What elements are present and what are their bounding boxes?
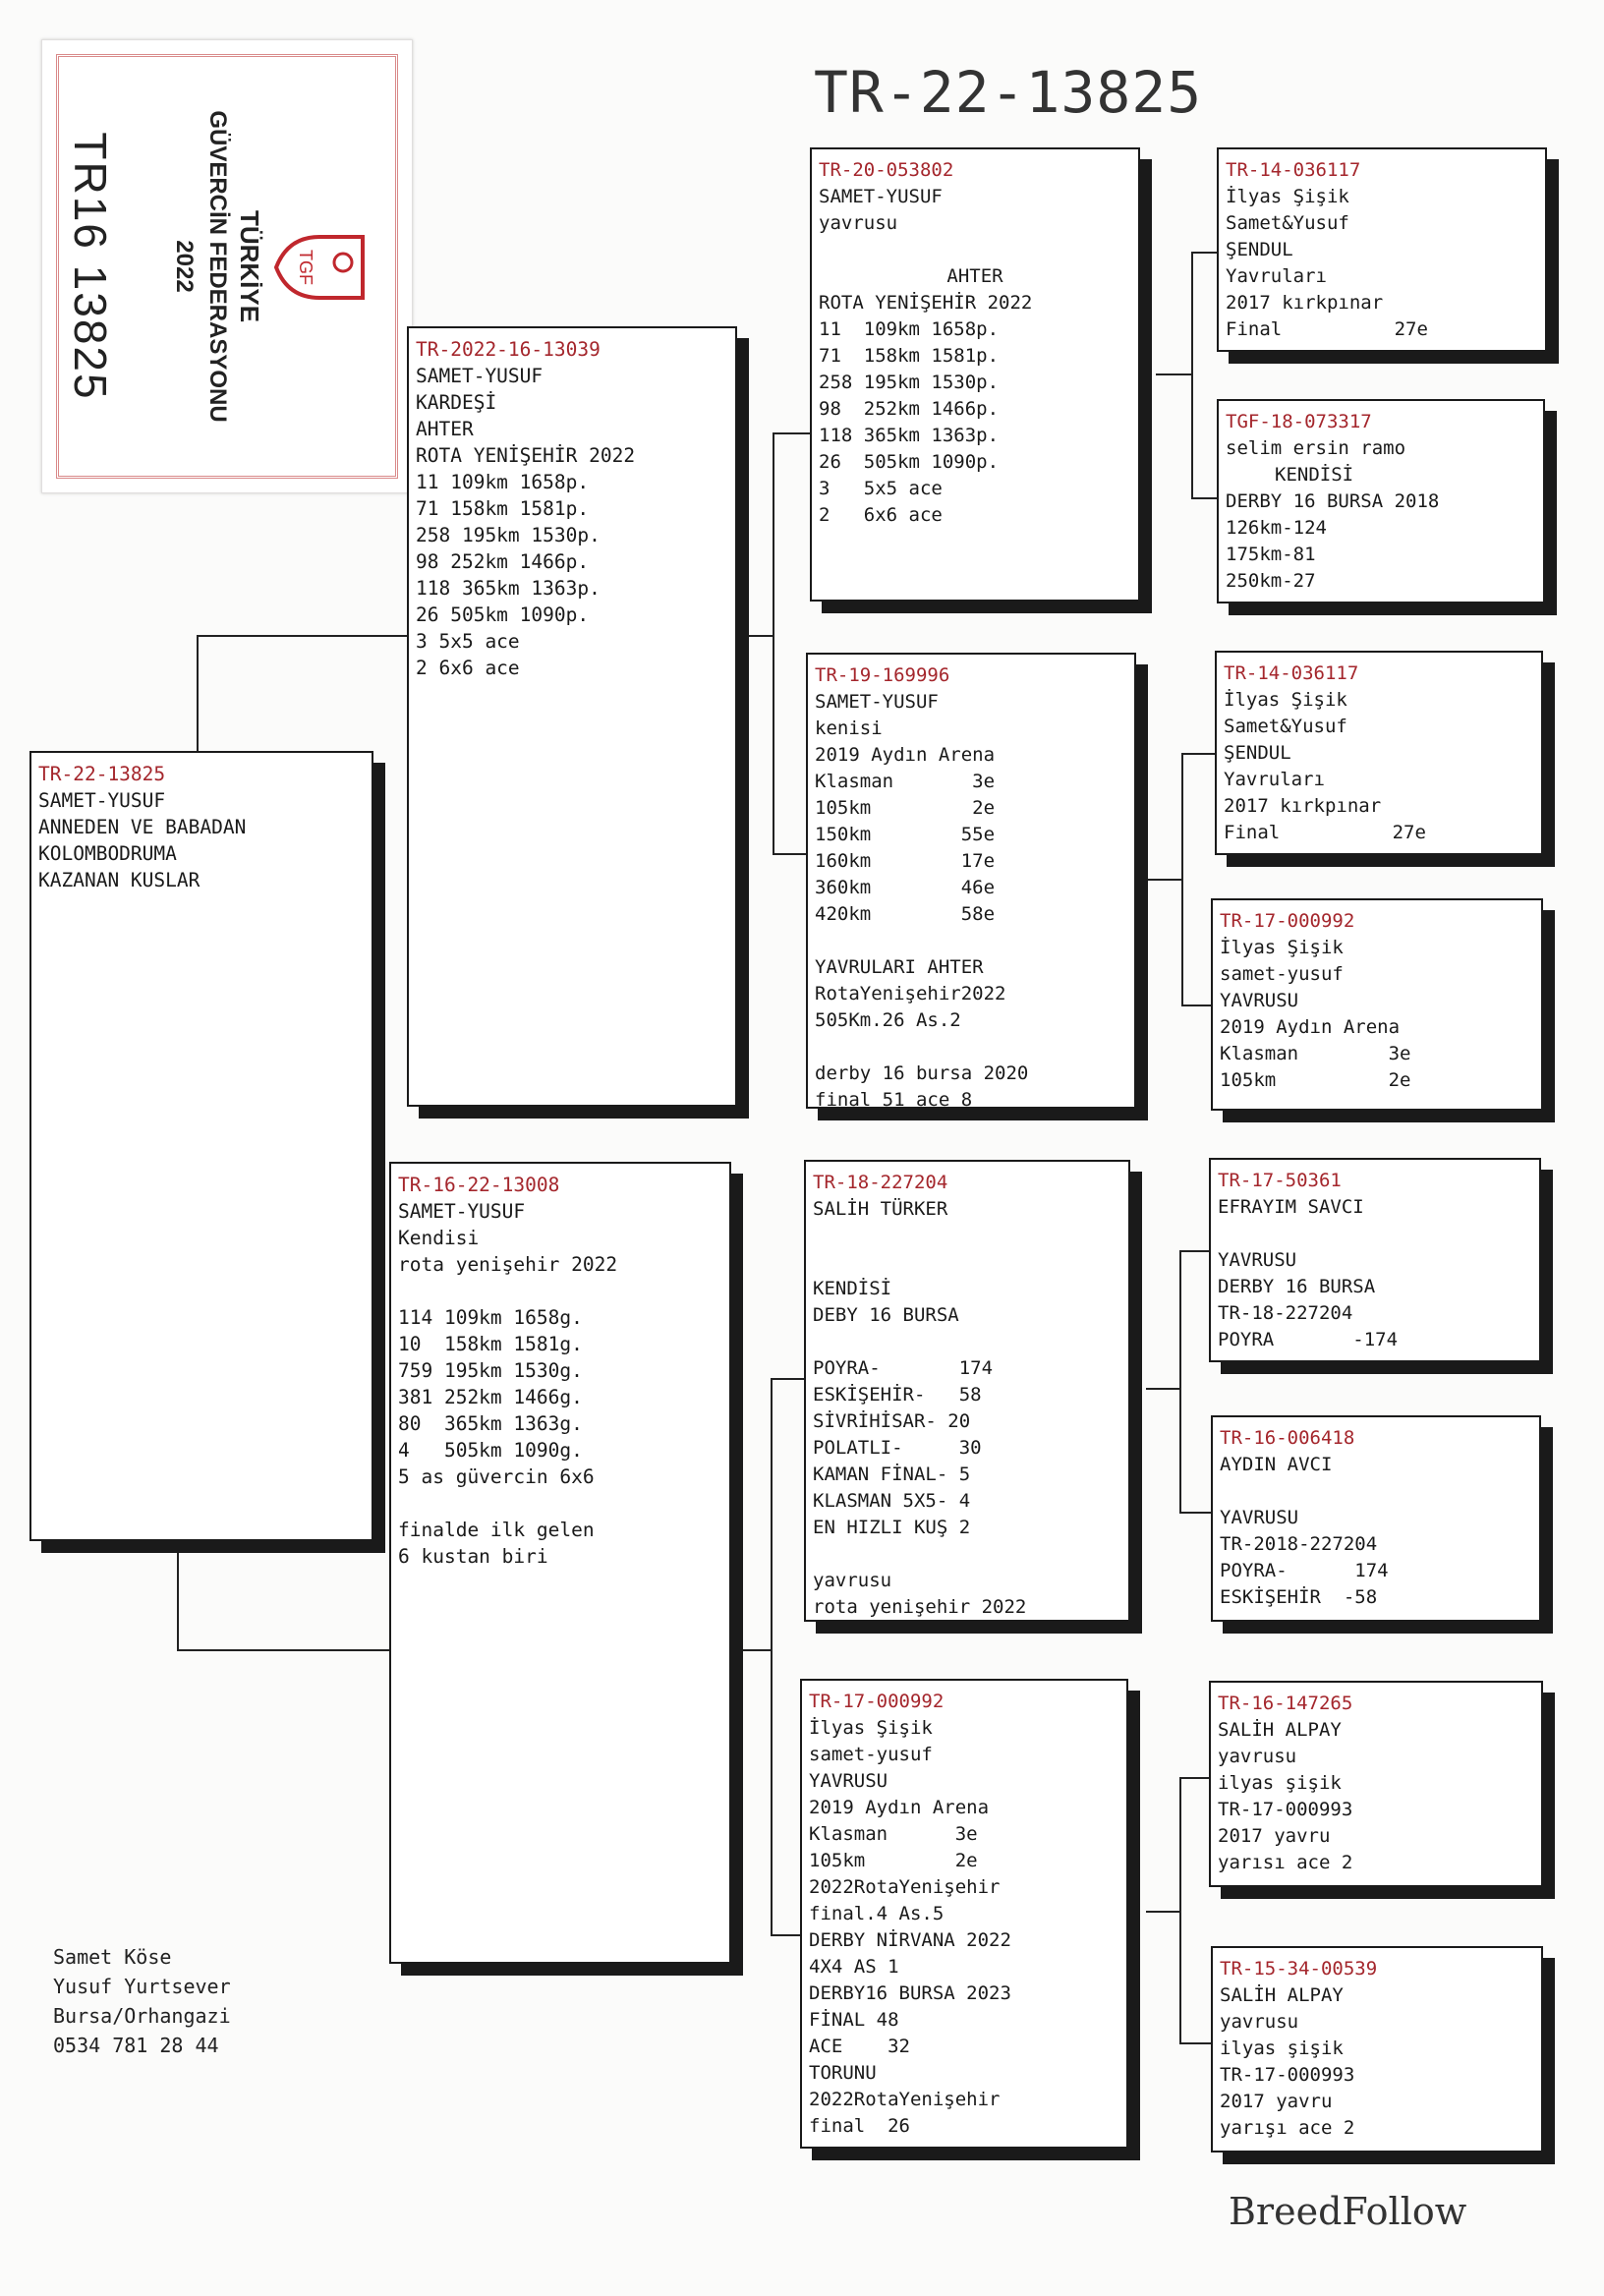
box-line: 126km-124 <box>1226 517 1327 539</box>
box-line <box>813 1541 1121 1568</box>
connector-line <box>1179 1777 1181 2044</box>
box-line: 80 365km 1363g. <box>398 1412 583 1435</box>
box-line: 4X4 AS 1 <box>809 1956 899 1978</box>
box-line: POYRA- 174 <box>813 1357 994 1379</box>
box-line: 118 365km 1363p. <box>416 577 601 600</box>
box-line: yarışı ace 2 <box>1220 2117 1355 2139</box>
connector-line <box>773 432 812 434</box>
pedigree-box-sire-dam <box>806 653 1136 1109</box>
box-line: ŞENDUL <box>1226 239 1293 260</box>
box-line: KARDEŞİ <box>416 391 497 414</box>
ring-number: TGF-18-073317 <box>1226 411 1372 432</box>
box-line: TR-17-000993 <box>1220 2064 1355 2086</box>
connector-line <box>773 432 774 855</box>
pedigree-box-dam-dam <box>800 1679 1128 2149</box>
federation-year: 2022 <box>171 240 198 293</box>
box-line: TORUNU <box>809 2062 877 2084</box>
box-line: 258 195km 1530p. <box>416 524 601 546</box>
federation-logo-text: TGF <box>296 250 315 285</box>
box-line: yavrusu <box>819 212 898 234</box>
page-title: TR-22-13825 <box>814 59 1203 126</box>
box-line: DERBY 16 BURSA <box>1218 1276 1376 1297</box>
connector-line <box>1156 373 1193 375</box>
box-line: YAVRUSU <box>1218 1249 1297 1271</box>
box-line: final 51 ace 8 <box>815 1089 973 1109</box>
card-content <box>42 40 412 492</box>
ring-number: TR-14-036117 <box>1226 159 1361 181</box>
federation-name-line1: TÜRKİYE <box>235 209 264 323</box>
connector-line <box>177 1549 179 1651</box>
connector-line <box>747 635 774 637</box>
box-line: samet-yusuf <box>809 1744 933 1765</box>
connector-line <box>771 1378 773 1936</box>
box-line <box>815 928 1127 954</box>
box-line: 118 365km 1363p. <box>819 425 1000 446</box>
box-line: 2019 Aydın Arena <box>815 744 996 766</box>
box-line: Klasman 3e <box>809 1823 978 1845</box>
box-line: DERBY16 BURSA 2023 <box>809 1982 1011 2004</box>
box-line: DEBY 16 BURSA <box>813 1304 959 1326</box>
connector-line <box>1179 1512 1213 1514</box>
ring-number: TR-17-000992 <box>1220 910 1355 932</box>
ring-number: TR-15-34-00539 <box>1220 1958 1378 1980</box>
federation-name-line2: GÜVERCİN FEDERASYONU <box>204 110 231 423</box>
pedigree-box-dam-sire <box>804 1160 1130 1622</box>
pedigree-box-dam-dam-dam <box>1211 1946 1543 2152</box>
box-line: SAMET-YUSUF <box>38 789 166 812</box>
box-line: DERBY 16 BURSA 2018 <box>1226 490 1440 512</box>
ring-number: TR-17-50361 <box>1218 1170 1342 1191</box>
box-line: 160km 17e <box>815 850 996 872</box>
box-line <box>815 1034 1127 1061</box>
connector-line <box>1179 1250 1181 1514</box>
box-line: TR-2018-227204 <box>1220 1533 1378 1555</box>
box-line: Final 27e <box>1224 822 1426 843</box>
connector-line <box>739 1649 773 1651</box>
box-line: SAMET-YUSUF <box>815 691 939 713</box>
box-line: 10 158km 1581g. <box>398 1333 583 1355</box>
owner-line: Samet Köse <box>53 1945 172 1969</box>
box-line: yavrusu <box>1220 2011 1299 2033</box>
box-line: ACE 32 <box>809 2036 910 2057</box>
box-line: AYDIN AVCI <box>1220 1454 1333 1475</box>
connector-line <box>1181 753 1183 1006</box>
box-line: rota yenişehir 2022 <box>813 1596 1027 1618</box>
box-line: Yavruları <box>1224 769 1325 790</box>
box-line: 26 505km 1090p. <box>416 603 590 626</box>
box-line: YAVRUSU <box>1220 1507 1299 1528</box>
ring-number: TR-14-036117 <box>1224 662 1359 684</box>
box-line: 71 158km 1581p. <box>416 497 590 520</box>
box-line: 250km-27 <box>1226 570 1316 592</box>
box-line: Yavruları <box>1226 265 1327 287</box>
federation-shield-icon <box>274 233 369 302</box>
box-line <box>813 1249 1121 1276</box>
box-line: 2017 kırkpınar <box>1224 795 1382 817</box>
box-line: samet-yusuf <box>1220 963 1344 985</box>
box-line: KAMAN FİNAL- 5 <box>813 1464 971 1485</box>
box-line: ANNEDEN VE BABADAN <box>38 816 247 838</box>
box-line: İlyas Şişik <box>1220 937 1344 958</box>
brand-logo: BreedFollow <box>1229 2190 1467 2233</box>
box-line <box>819 237 1131 263</box>
box-line: KAZANAN KUSLAR <box>38 869 200 891</box>
box-line: SİVRİHİSAR- 20 <box>813 1410 971 1432</box>
box-line: ŞENDUL <box>1224 742 1291 764</box>
box-line: 505Km.26 As.2 <box>815 1009 961 1031</box>
box-line: 150km 55e <box>815 824 996 845</box>
box-line: KOLOMBODRUMA <box>38 842 177 865</box>
ring-number: TR-17-000992 <box>809 1691 945 1712</box>
box-line: Samet&Yusuf <box>1226 212 1349 234</box>
box-line: 2019 Aydın Arena <box>809 1797 990 1818</box>
box-line: POYRA -174 <box>1218 1329 1399 1350</box>
ring-number: TR16 13825 <box>65 132 116 401</box>
box-line: derby 16 bursa 2020 <box>815 1062 1029 1084</box>
ring-number: TR-2022-16-13039 <box>416 338 601 361</box>
box-line: ROTA YENİŞEHİR 2022 <box>819 292 1033 314</box>
connector-line <box>1179 1250 1213 1252</box>
box-line: 105km 2e <box>1220 1069 1411 1091</box>
box-line: 2017 kırkpınar <box>1226 292 1384 314</box>
connector-line <box>1179 1777 1213 1779</box>
box-line: 4 505km 1090g. <box>398 1439 583 1462</box>
box-line: Final 27e <box>1226 318 1428 340</box>
connector-line <box>1191 497 1217 499</box>
box-line: 2019 Aydın Arena <box>1220 1016 1401 1038</box>
box-line: yavrusu <box>1218 1746 1297 1767</box>
pedigree-box-dam-sire-dam <box>1211 1415 1541 1622</box>
box-line: ESKİŞEHİR -58 <box>1220 1586 1378 1608</box>
box-line: kenisi <box>815 718 883 739</box>
connector-line <box>1146 1911 1181 1913</box>
box-line: TR-18-227204 <box>1218 1302 1353 1324</box>
box-line: İlyas Şişik <box>809 1717 933 1739</box>
connector-line <box>1191 252 1193 499</box>
box-line: AHTER <box>416 418 474 440</box>
box-line: RotaYenişehir2022 <box>815 983 1006 1004</box>
box-line: AHTER <box>946 265 1003 287</box>
box-line: 258 195km 1530p. <box>819 372 1000 393</box>
ring-number: TR-18-227204 <box>813 1172 948 1193</box>
pedigree-box-subject <box>29 751 373 1541</box>
box-line: KENDİSİ <box>813 1278 892 1299</box>
pedigree-box-dam-sire-sire <box>1209 1158 1541 1362</box>
box-line: POLATLI- 30 <box>813 1437 982 1459</box>
connector-line <box>1179 2042 1213 2044</box>
box-line: final.4 As.5 <box>809 1903 945 1924</box>
box-line: 6 kustan biri <box>398 1545 548 1568</box>
box-line: İlyas Şişik <box>1224 689 1347 711</box>
box-line: 2022RotaYenişehir <box>809 2089 1001 2110</box>
box-line: SALİH ALPAY <box>1218 1719 1342 1741</box>
box-line: 11 109km 1658p. <box>416 471 590 493</box>
box-line: rota yenişehir 2022 <box>398 1253 618 1276</box>
pedigree-box-sire <box>407 326 737 1107</box>
box-line: YAVRUSU <box>809 1770 888 1792</box>
box-line: 3 5x5 ace <box>819 478 943 499</box>
ring-number: TR-16-006418 <box>1220 1427 1355 1449</box>
box-line: yarısı ace 2 <box>1218 1852 1353 1873</box>
box-line: İlyas Şişik <box>1226 186 1349 207</box>
box-line: 175km-81 <box>1226 544 1316 565</box>
box-line: Samet&Yusuf <box>1224 716 1347 737</box>
box-line: finalde ilk gelen <box>398 1519 595 1541</box>
box-line <box>813 1223 1121 1249</box>
box-line: 5 as güvercin 6x6 <box>398 1465 595 1488</box>
box-line: Klasman 3e <box>815 771 996 792</box>
box-line: 360km 46e <box>815 877 996 898</box>
connector-line <box>1148 879 1183 881</box>
ring-number: TR-16-147265 <box>1218 1693 1353 1714</box>
box-line: selim ersin ramo <box>1226 437 1406 459</box>
box-line <box>398 1278 722 1304</box>
box-line: 759 195km 1530g. <box>398 1359 583 1382</box>
box-line: 2 6x6 ace <box>416 657 520 679</box>
box-line: KENDİSİ <box>1275 464 1354 486</box>
box-line <box>1220 1478 1532 1505</box>
connector-line <box>177 1649 395 1651</box>
owner-line: Bursa/Orhangazi <box>53 2004 231 2028</box>
box-line: ROTA YENİŞEHİR 2022 <box>416 444 636 467</box>
box-line: SAMET-YUSUF <box>398 1200 526 1223</box>
box-line: ESKİŞEHİR- 58 <box>813 1384 982 1406</box>
box-line: SAMET-YUSUF <box>416 365 544 387</box>
pedigree-box-sire-sire-dam <box>1217 399 1545 603</box>
box-line: 98 252km 1466p. <box>819 398 1000 420</box>
box-line <box>813 1329 1121 1355</box>
owner-line: 0534 781 28 44 <box>53 2034 219 2057</box>
box-line: FİNAL 48 <box>809 2009 899 2031</box>
pedigree-box-sire-dam-sire <box>1215 651 1543 855</box>
box-line: 2017 yavru <box>1220 2091 1333 2112</box>
owner-line: Yusuf Yurtsever <box>53 1975 231 1998</box>
box-line: 105km 2e <box>809 1850 978 1871</box>
connector-line <box>197 635 199 751</box>
box-line: 105km 2e <box>815 797 996 819</box>
connector-line <box>1146 1388 1181 1390</box>
box-line: yavrusu <box>813 1570 892 1591</box>
owner-info <box>53 1942 231 2060</box>
box-line: SALİH ALPAY <box>1220 1984 1344 2006</box>
box-line: 114 109km 1658g. <box>398 1306 583 1329</box>
ring-number: TR-22-13825 <box>38 763 166 785</box>
box-line: EFRAYIM SAVCI <box>1218 1196 1364 1218</box>
pedigree-box-sire-dam-dam <box>1211 898 1543 1111</box>
box-line: 98 252km 1466p. <box>416 550 590 573</box>
federation-ring-card <box>41 39 413 493</box>
box-line: TR-17-000993 <box>1218 1799 1353 1820</box>
connector-line <box>1181 1004 1215 1006</box>
box-line: 2 6x6 ace <box>819 504 943 526</box>
box-line: Klasman 3e <box>1220 1043 1411 1064</box>
box-line: ilyas şişik <box>1218 1772 1342 1794</box>
box-line: Kendisi <box>398 1227 480 1249</box>
box-line: SALİH TÜRKER <box>813 1198 948 1220</box>
box-line: KLASMAN 5X5- 4 <box>813 1490 971 1512</box>
box-line <box>398 1490 722 1517</box>
box-line: 71 158km 1581p. <box>819 345 1000 367</box>
box-line: 420km 58e <box>815 903 996 925</box>
ring-number: TR-19-169996 <box>815 664 950 686</box>
ring-number: TR-16-22-13008 <box>398 1174 560 1196</box>
box-line: SAMET-YUSUF <box>819 186 943 207</box>
box-line: DERBY NİRVANA 2022 <box>809 1929 1011 1951</box>
connector-line <box>1191 252 1217 254</box>
connector-line <box>1181 753 1215 755</box>
ring-number: TR-20-053802 <box>819 159 954 181</box>
pedigree-box-dam <box>389 1162 731 1964</box>
box-line: 11 109km 1658p. <box>819 318 1000 340</box>
box-line <box>1218 1221 1532 1247</box>
box-line: final 26 <box>809 2115 910 2137</box>
connector-line <box>197 635 411 637</box>
pedigree-box-dam-dam-sire <box>1209 1681 1543 1887</box>
box-line: YAVRUSU <box>1220 990 1299 1011</box>
pedigree-box-sire-sire <box>810 147 1140 602</box>
box-line: 381 252km 1466g. <box>398 1386 583 1408</box>
box-line: 26 505km 1090p. <box>819 451 1000 473</box>
pedigree-box-sire-sire-sire <box>1217 147 1547 352</box>
box-line: 3 5x5 ace <box>416 630 520 653</box>
box-line: YAVRULARI AHTER <box>815 956 984 978</box>
box-line: POYRA- 174 <box>1220 1560 1389 1581</box>
box-line: ilyas şişik <box>1220 2038 1344 2059</box>
box-line: 2022RotaYenişehir <box>809 1876 1001 1898</box>
box-line: 2017 yavru <box>1218 1825 1331 1847</box>
box-line: EN HIZLI KUŞ 2 <box>813 1517 971 1538</box>
